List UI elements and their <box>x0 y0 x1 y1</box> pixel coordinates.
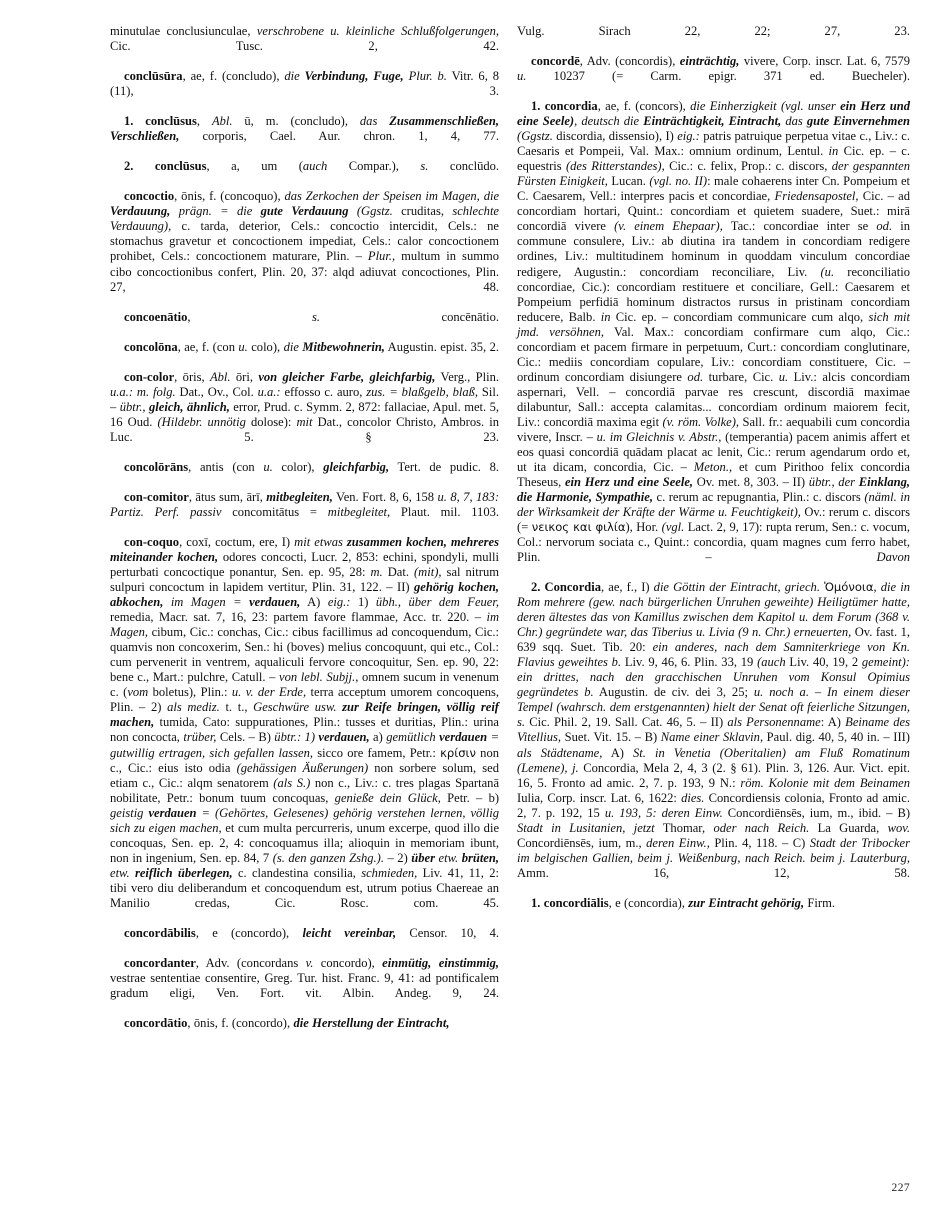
entry-text: minutulae conclusiunculae, <box>110 24 257 38</box>
gloss-italic: (vgl. no. II) <box>649 174 708 189</box>
entry-headword: con-comitor <box>124 489 189 504</box>
gloss-italic: eig.: <box>327 595 351 610</box>
gloss-bold-italic: brüten, <box>461 850 499 865</box>
entry-text: Plaut. mil. 1103. <box>390 505 500 519</box>
gloss-bold-italic: Harmonie, Sympathie, <box>535 489 653 504</box>
gloss-bold-italic: über <box>411 850 439 865</box>
gloss-italic: wov. <box>887 820 910 835</box>
entry-text: non sorbere solum, sed etiam c., Cic.: alqm senatorem <box>110 760 500 790</box>
gloss-italic: u. <box>238 339 248 354</box>
entry-text: error, Prud. c. Symm. 2, 872: fallaciae, Apul. met. 5, 16 Oud. <box>110 399 500 429</box>
page-columns <box>110 24 910 1164</box>
entry-text: , <box>196 114 212 129</box>
gloss-italic: v. <box>305 955 314 970</box>
gloss-italic: schlechte Verdauung), <box>110 204 500 234</box>
entry-text: c. rerum ac repugnantia, Plin.: c. discors <box>653 489 865 504</box>
dictionary-entry <box>110 159 499 189</box>
greek-text: νεικος και φιλία <box>531 520 626 535</box>
entry-text: Cic. ep. – concordiam communicare cum alqo, <box>610 309 869 324</box>
gloss-bold-italic: die Herstellung der Eintracht, <box>293 1016 450 1031</box>
entry-text: Dat. <box>382 565 414 580</box>
gloss-italic: das <box>785 114 807 129</box>
entry-text: tumida, Cato: suppurationes, Plin.: tusses et duritias, Plin.: urina non concocta, <box>110 715 500 745</box>
gloss-italic: oder nach Reich. <box>713 820 810 835</box>
gloss-bold-italic: Verbindung, Fuge, <box>304 69 404 84</box>
dictionary-entry <box>517 896 910 911</box>
entry-text: Ov.: rerum c. discors (= <box>517 505 910 535</box>
gloss-italic: in <box>828 144 839 159</box>
gloss-italic: die Göttin der Eintracht, griech. <box>653 580 825 595</box>
entry-text: Concordiēnsēs, ium, m., ibid. – B) <box>722 805 911 820</box>
entry-text <box>163 595 170 609</box>
gloss-italic: deutsch die <box>581 114 644 129</box>
entry-text: cibum, Cic.: conchas, Cic.: cibus facillimus ad concoquendum, Cic.: quamvis non concoxerim, Sen.: hi (boves) melius concoquunt, qui etc., Col.: cum pervenerit in ventrem, aqualiculi fervore concoquitur, Sen. ep. 90, 22: bene c., Mart.: pulchre, Catull. – <box>110 625 500 685</box>
entry-text: remedia, Macr. sat. 7, 16, 23: partem favore flammae, Acc. tr. 220. – <box>110 610 487 625</box>
entry-text: Tert. de pudic. 8. <box>389 459 500 474</box>
entry-text: Iulia, Corp. inscr. Lat. 6, 1622: <box>517 790 682 805</box>
gloss-italic: übh., über dem Feuer, <box>375 595 500 610</box>
entry-text: Concordia, Mela 2, 4, 3 (2. § 61). Plin. 3, 126. Aur. Vict. epit. 16, 5. Fronto ad amic. 2, 7. p. 193, 9 N.: <box>517 760 910 790</box>
gloss-italic: (gehässigen Äußerungen) <box>236 760 369 775</box>
entry-text: turbare, Cic. <box>703 369 779 384</box>
gloss-italic: als mediz. <box>167 700 220 715</box>
gloss-italic: (v. röm. Volke), <box>662 414 740 429</box>
entry-text: corporis, Cael. Aur. chron. 1, 4, 77. <box>179 129 500 144</box>
gloss-bold-italic: gute Einvernehmen <box>806 114 910 129</box>
gloss-italic: vom <box>127 685 149 700</box>
gloss-italic: Stadt der Tribocker im belgischen Gallien, beim j. Weißenburg, nach Reich. beim j. Lauterburg, <box>517 835 910 865</box>
entry-text: , ae, f. (con <box>177 339 239 354</box>
entry-text: non c., Cic.: eius isto odia <box>110 745 500 775</box>
gloss-bold-italic: zur Reife bringen, völlig reif machen, <box>110 700 499 730</box>
entry-text: patris patruique perpetua vitae c., Liv.: c. Caesaris et Pompeii, Val. Max.: omnium ordinum, Lentul. <box>517 129 910 159</box>
entry-text: ōri, <box>230 369 259 384</box>
entry-text: , ōnis, f. (concoquo), <box>174 189 285 204</box>
entry-headword: 1. conclūsus <box>124 114 197 129</box>
gloss-italic: u. 8, 7, 183: Partiz. Perf. passiv <box>110 489 499 519</box>
gloss-italic: (mit), <box>414 565 442 580</box>
gloss-bold-italic: verdauen <box>148 805 197 820</box>
gloss-bold-italic: einträchtig, <box>679 54 740 69</box>
gloss-italic: der gespannten Fürsten Einigkeit, <box>517 159 910 189</box>
entry-text: , a, um ( <box>206 159 303 174</box>
entry-text: (temperantia) pacem animis affert et eos quasi concordiā quādam placat ac lenit, Cic.: rerum agendarum ordo et, ut ita dicam, concordia, Cic. – <box>517 429 910 474</box>
dictionary-entry <box>110 956 499 1016</box>
entry-text: , ae, f. (concludo), <box>182 69 285 84</box>
entry-text: colo), <box>247 339 284 354</box>
entry-text: odores concocti, Lucr. 2, 853: echini, spondyli, mulli perturbati concoctique ponantur, Sen. ep. 95, 28: <box>110 550 500 580</box>
page-number: 227 <box>891 1182 910 1194</box>
dictionary-entry <box>517 99 910 580</box>
entry-text: Verg., Plin. <box>435 369 500 384</box>
entry-text: , Adv. (concordis), <box>579 54 680 69</box>
entry-text: Liv. 9, 46, 6. Plin. 33, 19 <box>621 655 758 670</box>
gloss-italic: (Hildebr. unnötig <box>157 414 246 429</box>
entry-text: et cum multa percurreris, unum excerpe, quod illo die concoquas, Sen. ep. 2, 4: concoquamus illa; alioquin in memoriam ibunt, non in ingenium, Sen. ep. 84, 7 <box>110 820 500 865</box>
entry-headword: concolōna <box>124 339 178 354</box>
gloss-italic: ein anderes, nach dem Samniterkriege von Kn. Flavius geweihtes b. <box>517 640 910 670</box>
gloss-italic: (des Ritterstandes), <box>565 159 665 174</box>
entry-text: Augustin. de civ. dei 3, 25; <box>593 685 754 700</box>
entry-text: dolose): <box>245 414 297 429</box>
entry-text: Sil. – <box>110 384 500 414</box>
entry-text: ū, m. (concludo), <box>232 114 360 129</box>
gloss-bold-italic: Verdauung, <box>110 204 171 219</box>
dictionary-entry <box>110 370 499 460</box>
dictionary-entry <box>110 460 499 490</box>
entry-text: A) <box>602 745 634 760</box>
entry-text: et cum Pirithoo felix concordia Theseus, <box>517 459 910 489</box>
entry-text: concordo), <box>313 955 383 970</box>
entry-text: vestrae sententiae consentire, Greg. Tur. hist. Franc. 9, 41: ad pontificalem gradum eligi, Ven. Fort. vit. Albin. Andeg. 9, 24. <box>110 970 500 1000</box>
gloss-italic: im Magen, <box>110 610 500 640</box>
gloss-italic: zus. = blaßgelb, blaß, <box>366 384 479 399</box>
gloss-italic: das Zerkochen der Speisen im Magen, die <box>284 189 500 204</box>
dictionary-entry <box>110 69 499 114</box>
gloss-italic: trüber, <box>183 730 217 745</box>
gloss-italic: m. <box>370 565 383 580</box>
gloss-italic: u. <box>778 369 789 384</box>
entry-text: sal nitrum sulpuri concoctum in lapidem vertitur, Plin. 31, 122. – II) <box>110 565 499 595</box>
gloss-italic: Abl. <box>209 369 231 384</box>
entry-text: cruditas, <box>392 204 453 219</box>
entry-text: , antis (con <box>188 459 264 474</box>
entry-headword: concordātio <box>124 1016 188 1031</box>
entry-text: Cic. Tusc. 2, 42. <box>110 39 500 54</box>
entry-text: Augustin. epist. 35, 2. <box>384 339 500 354</box>
entry-text: color), <box>272 459 324 474</box>
entry-headword: 2. Concordia <box>531 580 601 595</box>
entry-text: in commune consulere, Liv.: ab diutina ira tandem in concordiam redigere ordines, Liv.: multitudinem hominum in quoddam vinculum concordiae redigere, Augustin.: concordiam reconciliare, Liv. <box>517 219 910 279</box>
gloss-italic: 1) <box>304 730 315 745</box>
gloss-italic: u. noch a. – In einem dieser Tempel (wahrsch. dem erstgenannten) hielt der Senat oft feierliche Sitzungen, s. <box>517 685 911 730</box>
entry-text: Censor. 10, 4. <box>396 925 500 940</box>
gloss-italic: (s. den ganzen Zshg.). <box>272 850 384 865</box>
entry-headword: 2. conclūsus <box>124 159 207 174</box>
entry-text: Val. Max.: concordiam confirmare cum alqo, Cic.: concordiam et pacem firmare in perpetuum, Curt.: concordiam conglutinare, Cic.: mediis concordiam copulare, Liv.: concordiam constituere, Cic. – ordinum concordiam disiungere <box>517 324 910 384</box>
entry-text: vivere, Corp. inscr. Lat. 6, 7579 <box>739 54 911 69</box>
gloss-italic: u. im Gleichnis v. Abstr., <box>596 429 722 444</box>
gloss-italic: (Ggstz. <box>517 129 553 144</box>
entry-text <box>170 204 178 218</box>
gloss-italic: od. <box>687 369 704 384</box>
entry-text: , <box>873 580 881 595</box>
gloss-italic: (näml. in der Wirksamkeit der Kräfte der Wärme u. Feuchtigkeit), <box>517 489 911 519</box>
dictionary-entry <box>110 490 499 535</box>
entry-text: c. clandestina consilia, <box>232 865 362 880</box>
entry-text: a) <box>369 730 387 745</box>
gloss-italic: als Städtename, <box>517 745 603 760</box>
entry-text: , ōris, <box>174 369 210 384</box>
dictionary-entry <box>517 54 910 99</box>
entry-text: Plin. 4, 118. – C) <box>709 835 810 850</box>
gloss-bold-italic: mitbegleiten, <box>266 489 333 504</box>
entry-text: 10237 (= Carm. epigr. 371 ed. Buecheler). <box>526 69 910 84</box>
entry-text: – 2) <box>383 850 412 865</box>
entry-text: , ātus sum, ārī, <box>188 489 267 504</box>
entry-text: Cic. Phil. 2, 19. Sall. Cat. 46, 5. – II) <box>525 715 728 730</box>
dictionary-entry <box>110 310 499 340</box>
entry-text: Sall. fr.: aequabili cum concordia vivere, Inscr. – <box>517 414 911 444</box>
gloss-italic: u. <box>263 459 273 474</box>
gloss-italic: (v. einem Ehepaar), <box>614 219 723 234</box>
entry-text: Cic.: c. felix, Prop.: c. discors, <box>664 159 832 174</box>
gloss-italic: mitbegleitet, <box>327 505 391 519</box>
entry-headword: 1. concordiālis <box>531 895 609 910</box>
gloss-bold-italic: zur Eintracht gehörig, <box>688 895 805 910</box>
gloss-italic: od. <box>876 219 893 234</box>
entry-text: Lucan. <box>607 174 650 189</box>
gloss-italic: Stadt in Lusitanien, jetzt <box>517 820 655 835</box>
entry-text: Ven. Fort. 8, 6, 158 <box>332 489 438 504</box>
entry-text: multum in summo cibo concoctionibus confert, Plin. 20, 37: alqd adiuvat concoctiones, Plin. 27, 48. <box>110 249 500 294</box>
entry-text: concēnātio. <box>320 309 500 324</box>
gloss-italic: übtr., <box>119 399 146 414</box>
gloss-italic: deren Einw., <box>646 835 710 850</box>
gloss-bold-italic: gehörig kochen, abkochen, <box>110 580 500 610</box>
dictionary-entry <box>110 926 499 956</box>
gloss-bold-italic: einmütig, einstimmig, <box>382 955 500 970</box>
entry-text: Cels. – B) <box>216 730 275 745</box>
gloss-italic: im Magen = <box>170 595 250 610</box>
gloss-bold-italic: Zusammenschließen, Verschließen, <box>110 114 500 144</box>
entry-headword: concoenātio <box>124 309 188 324</box>
gloss-bold-italic: gute Verdauung <box>260 204 349 219</box>
gloss-italic: Friedensapostel, <box>774 189 859 204</box>
gloss-italic: Plur., <box>367 249 396 264</box>
gloss-italic: die <box>283 339 303 354</box>
gloss-bold-italic: gleich, ähnlich, <box>149 399 230 414</box>
gloss-bold-italic: Einträchtigkeit, Eintracht, <box>643 114 782 129</box>
entry-text: concomitātus = <box>221 505 328 519</box>
entry-text: non c., Liv.: c. tres plagas Spartanā nobilitate, Petr.: bonum tuum concoquas, <box>110 775 500 805</box>
entry-text: La Guarda, <box>809 820 888 835</box>
gloss-italic: röm. Kolonie mit dem Beinamen <box>740 775 910 790</box>
entry-text: effosso c. auro, <box>280 384 367 399</box>
entry-text: boletus), Plin.: <box>148 685 232 700</box>
entry-text: Paul. dig. 40, 5, 40 in. – III) <box>763 730 910 745</box>
entry-text: Petr. – b) <box>440 790 500 805</box>
entry-text: c. tarda, deterior, Cels.: concoctio intercidit, Cels.: ne stomachus gravetur et concoctionem impediat, Cels.: calor concoctionem prohibet, Cels.: concoctionem maturare, Plin. – <box>110 219 500 264</box>
gloss-italic: als Personenname <box>727 715 821 730</box>
entry-headword: conclūsūra <box>124 69 183 84</box>
dictionary-entry <box>110 340 499 370</box>
gloss-italic: (Ggstz. <box>356 204 393 219</box>
gloss-italic: das <box>359 114 390 129</box>
right-column <box>517 24 910 1164</box>
gloss-italic: etw. <box>438 850 462 865</box>
entry-text: Firm. <box>804 895 835 910</box>
gloss-italic: Davon <box>876 550 910 565</box>
entry-text: , <box>574 114 582 129</box>
entry-text: Vitr. 6, 8 (11), 3. <box>110 69 500 99</box>
greek-text: Ὁμόνοια <box>824 580 874 595</box>
dictionary-entry <box>517 580 910 896</box>
entry-text: Cic. – ad concordiam hortari, Quint.: concordiam et quietem suadere, Suet.: mirā concordiā vivere <box>517 189 911 234</box>
gloss-bold-italic: von gleicher Farbe, gleichfarbig, <box>258 369 436 384</box>
dictionary-entry <box>110 1016 499 1031</box>
gloss-italic: auch <box>302 159 328 174</box>
gloss-italic: mit etwas <box>294 535 347 550</box>
entry-text: terra acceptum umorem concoquens, Plin. – 2) <box>110 685 500 715</box>
gloss-italic: (vgl. <box>661 520 685 535</box>
gloss-italic: mit <box>296 414 313 429</box>
gloss-italic: Name einer Sklavin, <box>660 730 764 745</box>
gloss-bold-italic: ein Herz und eine Seele) <box>517 99 911 129</box>
entry-text: Vulg. Sirach 22, 22; 27, 23. <box>517 24 910 38</box>
gloss-italic: u.a.: <box>257 384 281 399</box>
gloss-italic: von lebl. Subjj., <box>279 670 359 685</box>
gloss-italic: die in Rom mehrere (gew. nach bürgerlichen Unruhen geweihte) Heiligtümer hatte, deren ältestes das von Kamillus zwischen dem Kapitol u. dem Forum (368 v. Chr.) gegründete war, das Tiberius u. Livia (9 n. Chr.) erneuerten, <box>517 580 910 640</box>
entry-headword: concordē <box>531 54 580 69</box>
entry-text: , e (concordia), <box>608 895 689 910</box>
entry-text: Dat., Ov., Col. <box>175 384 258 399</box>
entry-text <box>349 204 357 218</box>
gloss-italic: u. v. der Erde, <box>231 685 307 700</box>
gloss-bold-italic: gleichfarbig, <box>323 459 390 474</box>
gloss-italic: St. in Venetia (Oberitalien) am Fluß Romatinum (Lemene), j. <box>517 745 910 775</box>
entry-text: , ōnis, f. (concordo), <box>187 1016 294 1031</box>
gloss-italic: = gutwillig ertragen, sich gefallen lassen, <box>110 730 500 760</box>
greek-text: κρίσιν <box>440 745 476 760</box>
gloss-italic: u.a.: m. folg. <box>110 384 176 399</box>
gloss-italic: prägn. = die <box>178 204 261 219</box>
gloss-bold-italic: Einklang, die <box>517 474 910 504</box>
gloss-italic: übtr.: <box>274 730 302 745</box>
gloss-italic: etw. <box>110 865 135 880</box>
entry-text: Tac.: concordiae inter se <box>722 219 877 234</box>
dictionary-entry <box>517 24 910 54</box>
gloss-italic: Beiname des Vitellius, <box>517 715 910 745</box>
gloss-italic: s. <box>420 159 429 174</box>
entry-text: Suet. Vit. 15. – B) <box>561 730 661 745</box>
gloss-bold-italic: reiflich überlegen, <box>134 865 233 880</box>
entry-text: Compar.), <box>327 159 421 174</box>
dictionary-entry <box>110 189 499 309</box>
gloss-italic: gemeint): ein drittes, nach den gracchischen Unruhen vom Konsul Opimius gegründetes b. <box>517 655 910 700</box>
gloss-italic: eig.: <box>677 129 700 144</box>
gloss-italic: die Einherzigkeit (vgl. unser <box>690 99 841 114</box>
entry-headword: con-color <box>124 369 175 384</box>
gloss-italic: (u. <box>820 264 835 279</box>
entry-text: Liv.: alcis concordiam aspernari, Vell. – concordiā parvae res crescunt, discordiā maximae dilabuntur, Sall.: accepta calamitas... concordiam ordinum maiorem fecit, Liv.: concordiā maxima egit <box>517 369 910 429</box>
gloss-italic: Abl. <box>211 114 233 129</box>
entry-text: , ae, f., I) <box>601 580 654 595</box>
gloss-bold-italic: verdauen, <box>249 595 301 610</box>
entry-text: reconciliatio concordiae, Cic.): concordiam restituere et conciliare, Gell.: Caesarem et Pompeium perfidiā hominum distractos rursus in pristinam concordiam reducere, Balb. <box>517 264 910 324</box>
gloss-italic: geistig <box>110 805 149 820</box>
entry-text: Liv. 41, 11, 2: tibi vero diu deliberandum et concoquendum est, utrum potius Chaereae an Manilio credas, Cic. Rosc. com. 45. <box>110 865 500 910</box>
entry-headword: concordābilis <box>124 925 196 940</box>
entry-headword: concolōrāns <box>124 459 189 474</box>
entry-text: , e (concordo), <box>195 925 303 940</box>
gloss-italic: übtr., der <box>808 474 859 489</box>
entry-text: conclūdo. <box>428 159 500 174</box>
entry-text: sicco ore famem, Petr.: <box>313 745 441 760</box>
gloss-italic: Geschwüre usw. <box>253 700 343 715</box>
entry-headword: con-coquo <box>124 535 180 550</box>
gloss-italic: in <box>600 309 611 324</box>
gloss-bold-italic: zusammen kochen, mehreres miteinander kochen, <box>110 535 500 565</box>
gloss-italic: gemütlich <box>386 730 440 745</box>
entry-text: Thomar, <box>654 820 714 835</box>
entry-text: Concordiensis colonia, Fronto ad amic. 2, 7. p. 192, 15 <box>517 790 910 820</box>
gloss-bold-italic: verdauen <box>439 730 488 745</box>
dictionary-entry <box>110 535 499 926</box>
dictionary-entry <box>110 114 499 159</box>
gloss-italic: Plur. b. <box>408 69 447 84</box>
entry-text: Concordiēnsēs, ium, m., <box>517 835 647 850</box>
entry-text: discordia, dissensio), I) <box>552 129 678 144</box>
entry-text: , coxī, coctum, ere, I) <box>179 535 295 550</box>
gloss-bold-italic: ein Herz und eine Seele, <box>564 474 694 489</box>
entry-text: Ov. met. 8, 303. – II) <box>693 474 809 489</box>
entry-headword: concordanter <box>124 955 196 970</box>
gloss-bold-italic: leicht vereinbar, <box>302 925 397 940</box>
gloss-italic: verschrobene u. kleinliche Schlußfolgerungen, <box>256 24 500 38</box>
gloss-bold-italic: verdauen, <box>318 730 370 745</box>
entry-text: : male cohaerens inter Cn. Pompeium et C. Caesarem, Vell.: interpres pacis et concordiae, <box>517 174 910 204</box>
entry-text: Liv. 40, 19, 2 <box>785 655 862 670</box>
gloss-italic: schmieden, <box>361 865 418 880</box>
entry-text: Dat., concolor Christo, Ambros. in Luc. 5. § 23. <box>110 414 500 444</box>
gloss-italic: Meton., <box>693 459 733 474</box>
gloss-italic: = (Gehörtes, Gelesenes) gehörig verstehen lernen, völlig sich zu eigen machen, <box>110 805 500 835</box>
entry-text: , ae, f. (concors), <box>597 99 691 114</box>
entry-text: , Adv. (concordans <box>195 955 306 970</box>
gloss-italic: genieße dein Glück, <box>334 790 441 805</box>
gloss-italic: die <box>284 69 305 84</box>
entry-text: A) <box>300 595 328 610</box>
gloss-italic: sich mit jmd. versöhnen, <box>517 309 910 339</box>
entry-text: ), Hor. <box>625 520 662 535</box>
entry-text: , <box>187 309 313 324</box>
entry-text: Ov. fast. 1, 639 sqq. Suet. Tib. 20: <box>517 625 910 655</box>
entry-text: Cic. ep. – c. equestris <box>517 144 910 174</box>
entry-headword: concoctio <box>124 189 175 204</box>
entry-text: t. t., <box>219 700 254 715</box>
gloss-italic: (als S.) <box>273 775 311 790</box>
gloss-italic: (auch <box>757 655 786 670</box>
entry-headword: 1. concordia <box>531 99 598 114</box>
entry-text: omnem sucum in venenum c. ( <box>110 670 499 700</box>
gloss-bold-italic: Mitbewohnerin, <box>302 339 385 354</box>
entry-text: Lact. 2, 9, 17): rupta rerum, Sen.: c. vocum, Col.: nervorum sociata c., Quint.: concordia, quam magnes cum ferro habet, Plin. – <box>517 520 910 565</box>
entry-text: Amm. 16, 12, 58. <box>517 865 910 880</box>
left-column <box>110 24 499 1164</box>
gloss-italic: u. 193, 5: deren Einw. <box>604 805 723 820</box>
gloss-italic: s. <box>312 309 321 324</box>
gloss-italic: u. <box>517 69 527 84</box>
entry-text: : A) <box>820 715 846 730</box>
entry-text: 1) <box>350 595 376 610</box>
gloss-italic: dies. <box>681 790 705 805</box>
dictionary-entry <box>110 24 499 69</box>
